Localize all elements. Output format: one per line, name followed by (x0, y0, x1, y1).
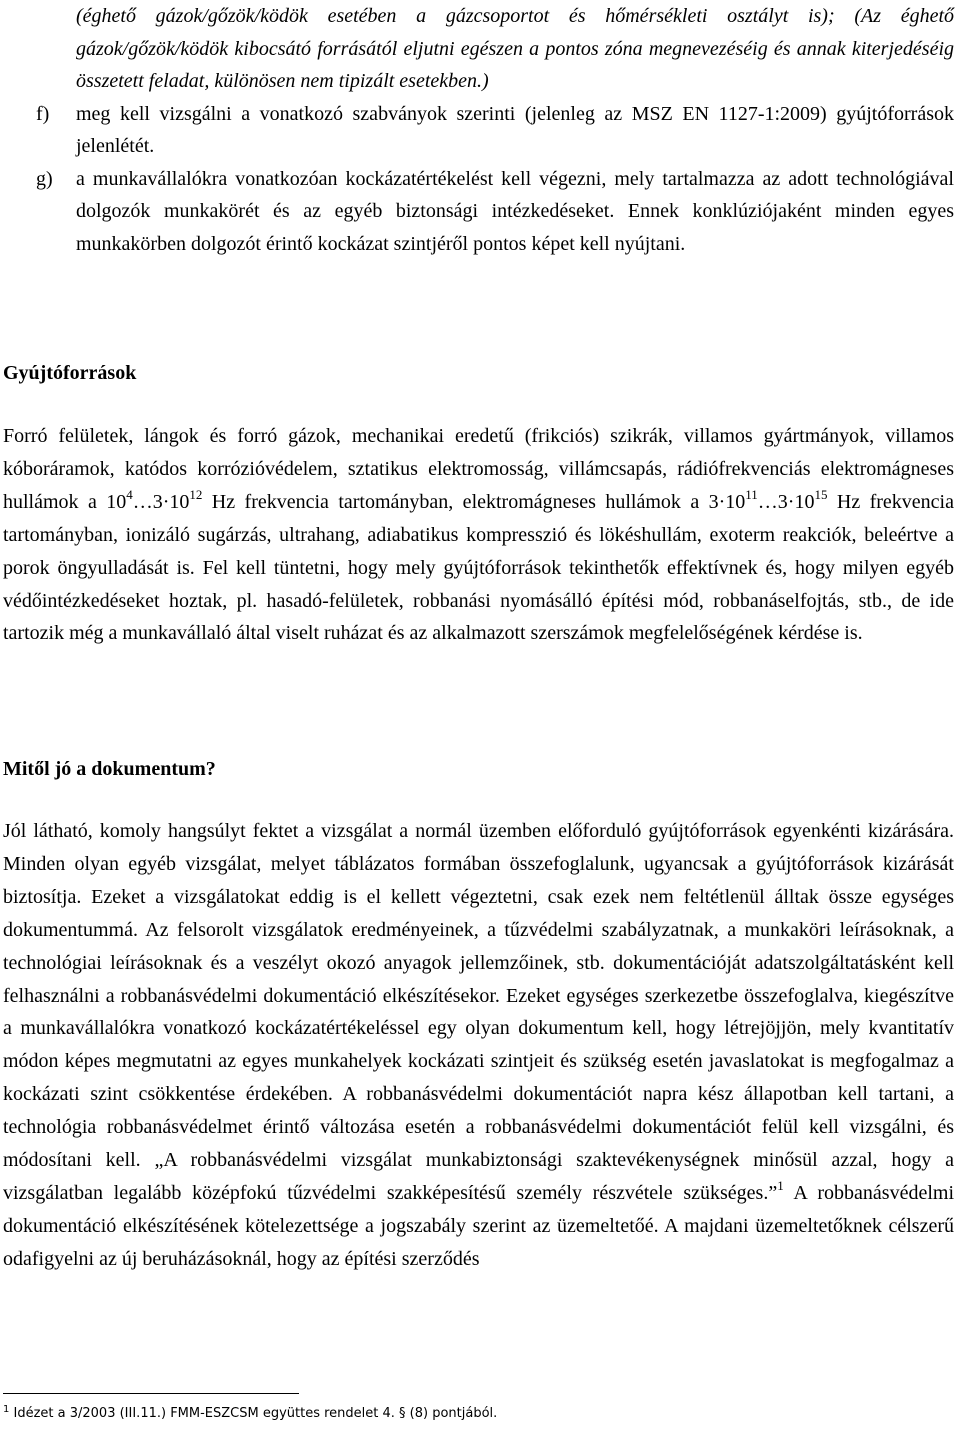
paragraph-text: …3·10 (757, 490, 815, 513)
paragraph-text: Jól látható, komoly hangsúlyt fektet a vizsgálat a normál üzemben előforduló gyújtóforrások egyenkénti kizárására. Minden olyan egyéb vizsgálat, melyet táblázatos formában összefoglalunk, ugyancsak a gyújtóforrások kizárását biztosítja. Ezeket a vizsgálatokat eddig is el kellett végeztetni, csak ezek nem feltétlenül álltak össze egységes dokumentummá. Az felsorolt vizsgálatok eredményeinek, a tűzvédelmi szabályzatnak, a munkaköri leírásoknak, a technológiai leírásoknak és a veszélyt okozó anyagok jellemzőinek, stb. dokumentációját adatszolgáltatásként kell felhasználni a robbanásvédelmi dokumentáció elkészítésekor. Ezeket egységes szerkezetbe összefoglalva, kiegészítve a munkavállalókra vonatkozó kockázatértékeléssel egy olyan dokumentum kell, hogy létrejöjjön, mely kvantitatív módon képes megmutatni az egyes munkahelyek kockázati szintjeit és szükség esetén javaslatokat is megfogalmaz a kockázati szint csökkentése érdekében. A robbanásvédelmi dokumentációt napra kész állapotban kell tartani, a technológia robbanásvédelmet érintő változása esetén a robbanásvédelmi dokumentációt felül kell vizsgálni, és módosítani kell. „A robbanásvédelmi vizsgálat munkabiztonsági szaktevékenységnek minősül azzal, hogy a vizsgálatban legalább középfokú tűzvédelmi szakképesítésű személy részvétele szükséges.” (3, 820, 954, 1204)
paragraph-text: Hz frekvencia tartományban, elektromágneses hullámok a 3·10 (202, 490, 746, 513)
paragraph-ignition-sources (3, 420, 954, 650)
superscript-exponent: 15 (814, 486, 828, 502)
footnote-reference[interactable]: 1 (777, 1177, 784, 1193)
list-item-f (0, 98, 960, 163)
footnote-text: Idézet a 3/2003 (III.11.) FMM-ESZCSM együttes rendelet 4. § (8) pontjából. (9, 1406, 498, 1421)
paragraph-text: Forró felületek, lángok és forró gázok, mechanikai eredetű (frikciós) szikrák, villamos gyártmányok, villamos kóboráramok, katódos korrózióvédelem, sztatikus elektromosság, villámcsapás, rádiófrekvenciás elektromágneses hullámok a 10 (3, 425, 954, 513)
footnote-divider (3, 1393, 299, 1394)
section-heading-why-good: Mitől jó a dokumentum? (3, 758, 216, 780)
list-item-text: a munkavállalókra vonatkozóan kockázatértékelést kell végezni, mely tartalmazza az adott technológiával dolgozók munkakörét és az egyéb biztonsági intézkedéseket. Ennek konklúziójaként minden egyes munkakörben dolgozót érintő kockázat szintjéről pontos képet kell nyújtani. (76, 167, 954, 255)
paragraph-text: A robbanásvédelmi dokumentáció elkészítésének kötelezettsége a jogszabály szerint az üzemeltetőé. A majdani üzemeltetőknek célszerű odafigyelni az új beruházásoknál, hogy az építési szerződés (3, 1181, 955, 1270)
superscript-exponent: 4 (126, 486, 133, 502)
list-marker: f) (36, 102, 50, 125)
paragraph-text: …3·10 (132, 490, 190, 513)
list-marker: g) (36, 167, 53, 190)
list-item-text: (éghető gázok/gőzök/ködök esetében a gázcsoportot és hőmérsékleti osztályt is); (Az éghető gázok/gőzök/ködök kibocsátó forrásától eljutni egészen a pontos zóna megnevezéséig és annak kiterjedéséig összetett feladat, különösen nem tipizált esetekben.) (76, 5, 954, 92)
superscript-exponent: 11 (745, 486, 758, 502)
paragraph-text: Hz frekvencia tartományban, ionizáló sugárzás, ultrahang, adiabatikus kompresszió és lökéshullám, exoterm reakciók, beleértve a porok öngyulladását is. Fel kell tüntetni, hogy mely gyújtóforrások tekinthetők effektívnek és, hogy milyen egyéb védőintézkedéseket hoztak, pl. hasadó-felületek, robbanási nyomásálló építési mód, robbanáselfojtás, stb., de ide tartozik még a munkavállaló által viselt ruházat és az alkalmazott szerszámok megfelelőségének kérdése is. (3, 490, 954, 645)
footnote-number: 1 (3, 1404, 10, 1415)
section-heading-ignition-sources: Gyújtóforrások (3, 362, 137, 384)
superscript-exponent: 12 (189, 486, 203, 502)
footnote (3, 1405, 497, 1423)
list-item-text: meg kell vizsgálni a vonatkozó szabványok szerinti (jelenleg az MSZ EN 1127-1:2009) gyújtóforrások jelenlétét. (76, 102, 954, 157)
paragraph-why-good (3, 815, 954, 1276)
list-item-g (0, 163, 960, 261)
criteria-list (0, 0, 960, 260)
list-item-continued (0, 0, 960, 98)
